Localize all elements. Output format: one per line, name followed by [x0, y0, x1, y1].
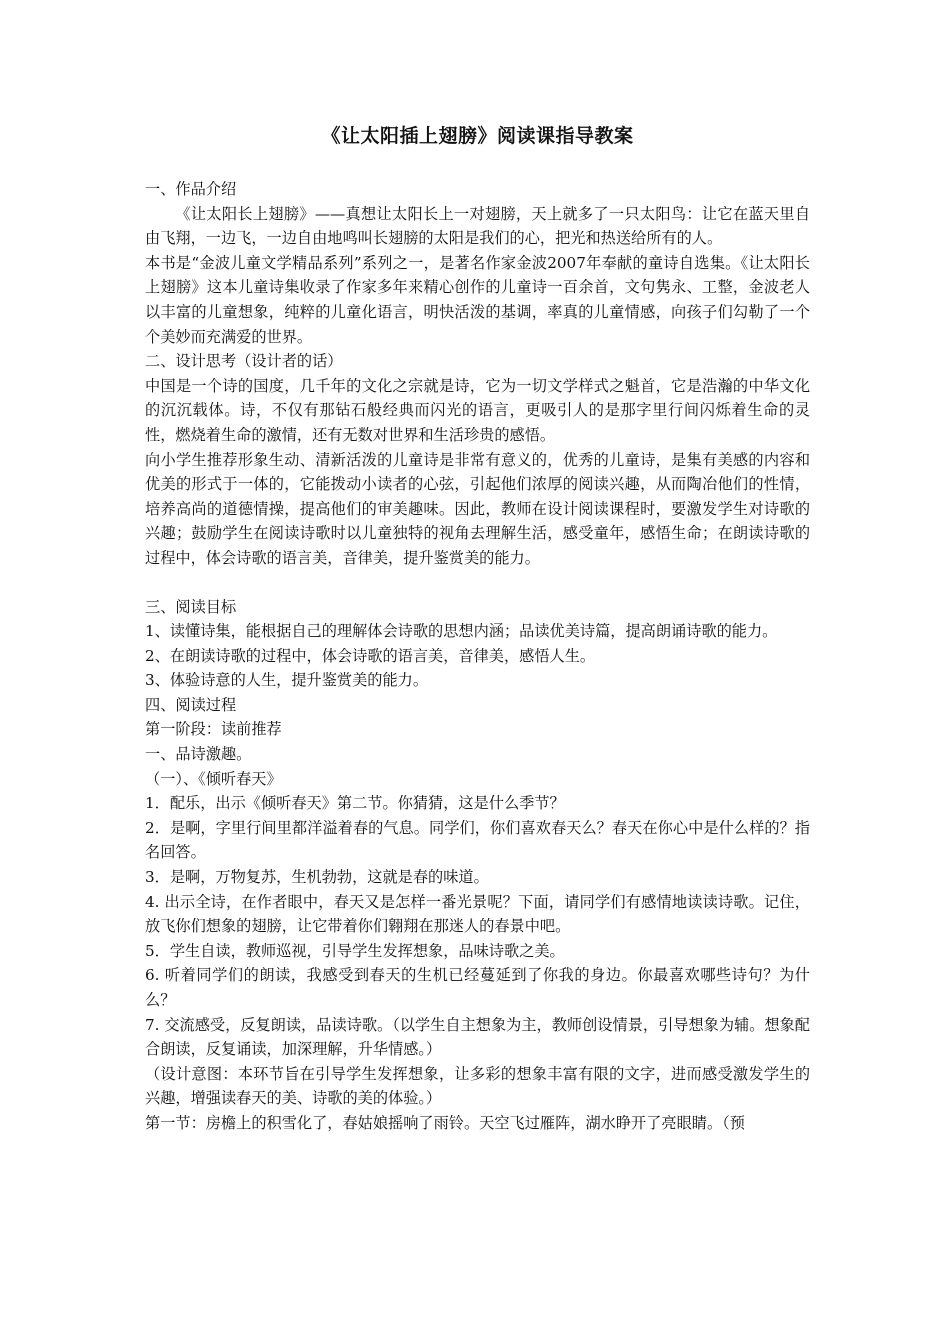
- blank-line: [145, 571, 810, 595]
- goal-item-2: 2、在朗读诗歌的过程中，体会诗歌的语言美，音律美，感悟人生。: [145, 646, 596, 665]
- section-heading-intro: 一、作品介绍: [145, 180, 237, 198]
- process-item-3: 3．是啊，万物复苏，生机勃勃，这就是春的味道。: [145, 868, 489, 887]
- step-heading-1: 一、品诗激趣。: [145, 745, 252, 764]
- stage-heading-1: 第一阶段：读前推荐: [145, 720, 282, 739]
- goal-item-3: 3、体验诗意的人生，提升鉴赏美的能力。: [145, 671, 429, 690]
- paragraph-intro-book: 本书是“金波儿童文学精品系列”系列之一，是著名作家金波2007年奉献的童诗自选集。《让太阳长上翅膀》这本儿童诗集收录了作家多年来精心创作的儿童诗一百余首，文句隽永、工整，金波老人以丰富的儿童想象，纯粹的儿童化语言，明快活泼的基调，率真的儿童情感，向孩子们勾勒了一个个美妙而充满爱的世界。: [145, 253, 810, 346]
- section-heading-design: 二、设计思考（设计者的话）: [145, 352, 343, 371]
- paragraph-design-2: 向小学生推荐形象生动、清新活泼的儿童诗是非常有意义的，优秀的儿童诗，是集有美感的内容和优美的形式于一体的，它能拨动小读者的心弦，引起他们浓厚的阅读兴趣，从而陶冶他们的性情，培养高尚的道德情操，提高他们的审美趣味。因此，教师在设计阅读课程时，要激发学生对诗歌的兴趣；鼓励学生在阅读诗歌时以儿童独特的视角去理解生活，感受童年，感悟生命；在朗读诗歌的过程中，体会诗歌的语言美，音律美，提升鉴赏美的能力。: [145, 450, 810, 567]
- process-item-7: 7. 交流感受，反复朗读，品读诗歌。（以学生自主想象为主，教师创设情景，引导想象为辅。想象配合朗读，反复诵读，加深理解，升华情感。）: [145, 1015, 810, 1059]
- document-page: [145, 122, 810, 1136]
- poem-stanza-1: 第一节：房檐上的积雪化了，春姑娘摇响了雨铃。天空飞过雁阵，湖水睁开了亮眼睛。（预: [145, 1113, 745, 1132]
- paragraph-intro-poem: 《让太阳长上翅膀》——真想让太阳长上一对翅膀，天上就多了一只太阳鸟：让它在蓝天里自由飞翔，一边飞，一边自由地鸣叫长翅膀的太阳是我们的心，把光和热送给所有的人。: [145, 204, 810, 248]
- process-item-6: 6. 听着同学们的朗读，我感受到春天的生机已经蔓延到了你我的身边。你最喜欢哪些诗句？为什么？: [145, 966, 810, 1009]
- design-intent-note: （设计意图：本环节旨在引导学生发挥想象，让多彩的想象丰富有限的文字，进而感受激发学生的兴趣，增强读春天的美、诗歌的美的体验。）: [145, 1064, 810, 1108]
- process-item-4: 4. 出示全诗，在作者眼中，春天又是怎样一番光景呢？下面，请同学们有感情地读读诗歌。记住，放飞你们想象的翅膀，让它带着你们翱翔在那迷人的春景中吧。: [145, 892, 810, 936]
- process-item-1: 1．配乐，出示《倾听春天》第二节。你猜猜，这是什么季节？: [145, 794, 565, 813]
- process-item-5: 5．学生自读，教师巡视，引导学生发挥想象，品味诗歌之美。: [145, 941, 565, 960]
- document-title: 《让太阳插上翅膀》阅读课指导教案: [321, 125, 634, 147]
- section-heading-process: 四、阅读过程: [145, 695, 237, 714]
- process-item-2: 2．是啊，字里行间里都洋溢着春的气息。同学们，你们喜欢春天么？春天在你心中是什么样的？指名回答。: [145, 818, 810, 862]
- goal-item-1: 1、读懂诗集，能根据自己的理解体会诗歌的思想内涵；品读优美诗篇，提高朗诵诗歌的能力。: [145, 622, 778, 641]
- paragraph-design-1: 中国是一个诗的国度，几千年的文化之宗就是诗，它为一切文学样式之魁首，它是浩瀚的中华文化的沉沉载体。诗，不仅有那钻石般经典而闪光的语言，更吸引人的是那字里行间闪烁着生命的灵性，燃烧着生命的激情，还有无数对世界和生活珍贵的感悟。: [145, 376, 810, 444]
- sub-heading-spring: （一）、《倾听春天》: [145, 769, 282, 788]
- section-heading-goals: 三、阅读目标: [145, 597, 237, 616]
